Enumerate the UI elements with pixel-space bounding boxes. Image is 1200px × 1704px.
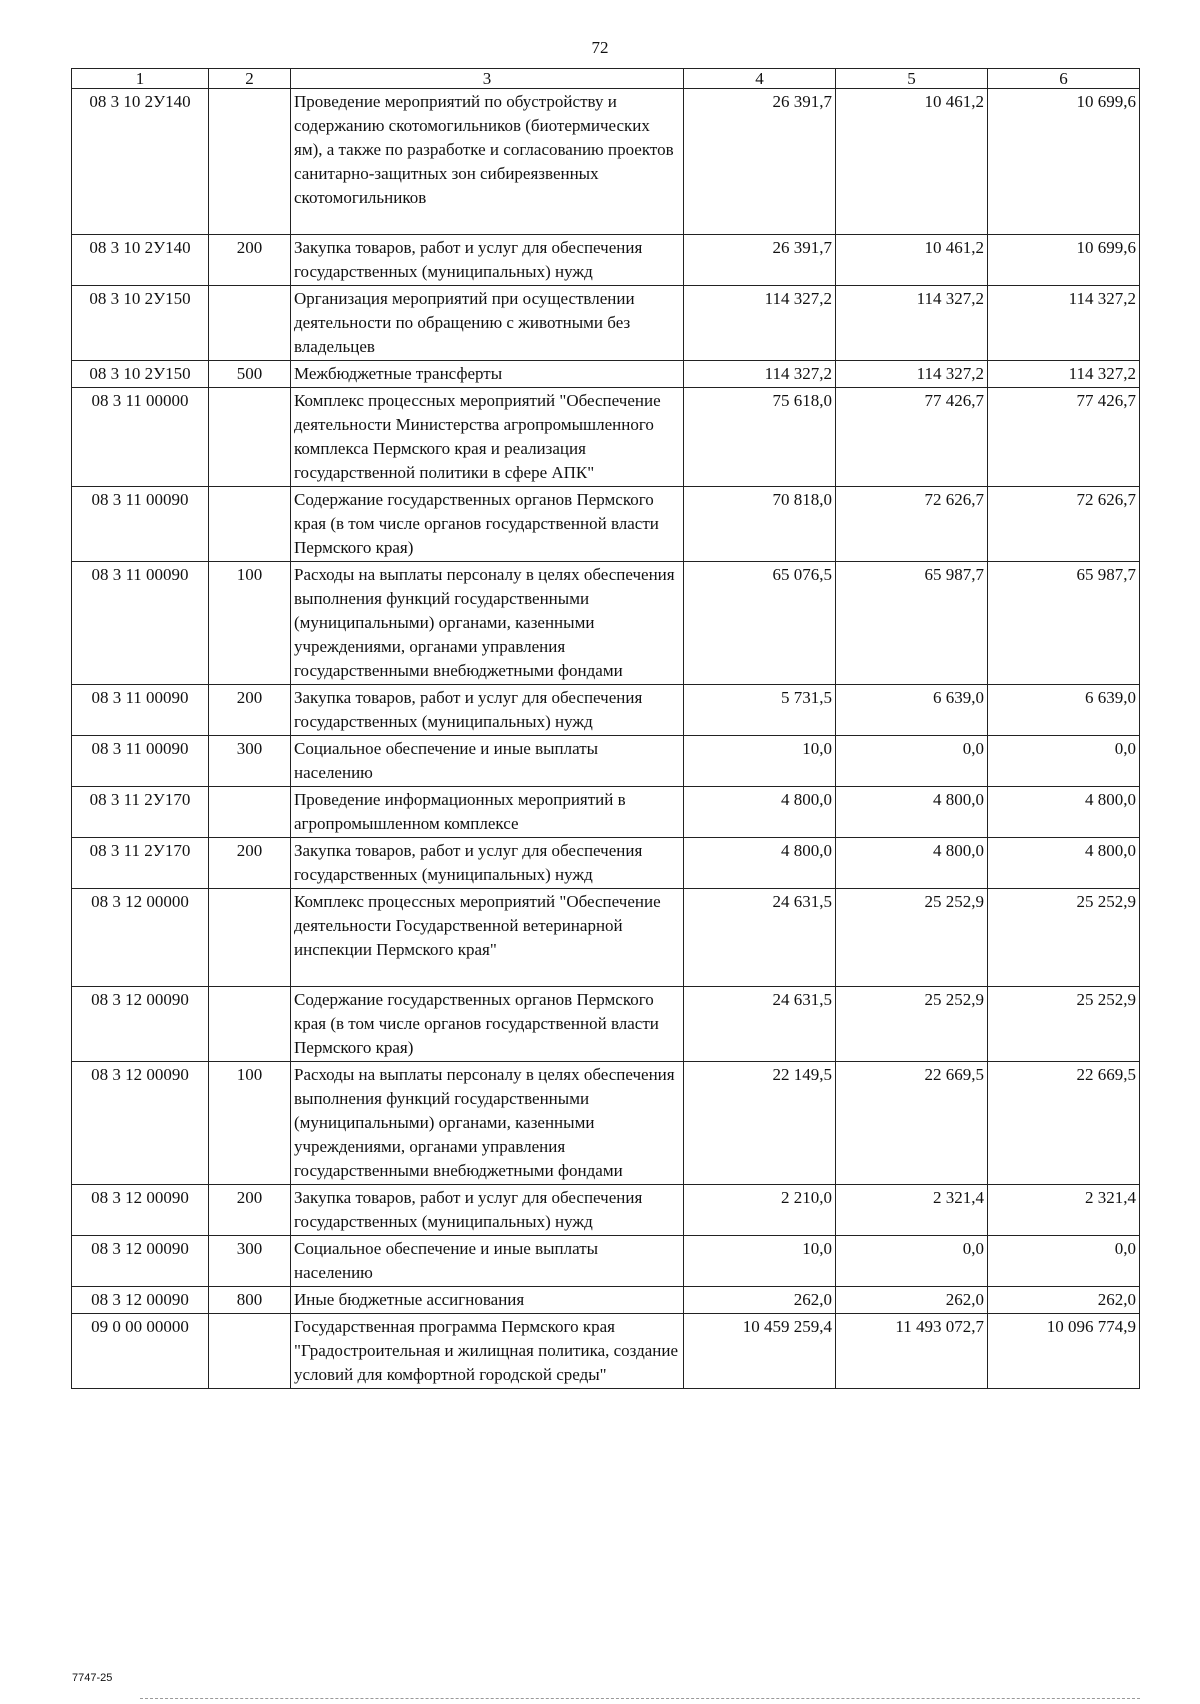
table-row (72, 562, 1140, 685)
row-value-col5: 262,0 (836, 1287, 988, 1314)
page-number: 72 (591, 38, 609, 57)
table-row (72, 235, 1140, 286)
table-row (72, 1236, 1140, 1287)
row-name-cell: Проведение информационных мероприятий в агропромышленном комплексе (291, 787, 684, 838)
row-code-cell: 08 3 10 2У140 (72, 235, 209, 286)
row-type-cell (209, 89, 291, 235)
row-value-col5: 4 800,0 (836, 787, 988, 838)
row-value-col6: 77 426,7 (988, 388, 1140, 487)
row-type-cell: 300 (209, 736, 291, 787)
row-type-cell: 100 (209, 562, 291, 685)
row-value-col6: 10 096 774,9 (988, 1314, 1140, 1389)
row-type-cell (209, 286, 291, 361)
row-code-cell: 08 3 11 00090 (72, 487, 209, 562)
row-value-col4: 70 818,0 (684, 487, 836, 562)
row-code-cell: 08 3 11 00000 (72, 388, 209, 487)
row-value-col5: 4 800,0 (836, 838, 988, 889)
row-name-cell: Межбюджетные трансферты (291, 361, 684, 388)
row-value-col6: 25 252,9 (988, 987, 1140, 1062)
row-name-cell: Расходы на выплаты персоналу в целях обеспечения выполнения функций государственными (муниципальными) органами, казенными учреждениями, органами управления государственными внебюджетными фондами (291, 562, 684, 685)
row-value-col4: 262,0 (684, 1287, 836, 1314)
row-type-cell: 800 (209, 1287, 291, 1314)
row-value-col6: 114 327,2 (988, 286, 1140, 361)
row-value-col5: 77 426,7 (836, 388, 988, 487)
row-value-col5: 0,0 (836, 736, 988, 787)
row-value-col6: 0,0 (988, 736, 1140, 787)
row-value-col5: 22 669,5 (836, 1062, 988, 1185)
row-type-cell: 200 (209, 838, 291, 889)
row-type-cell (209, 787, 291, 838)
table-row (72, 89, 1140, 235)
row-value-col4: 10 459 259,4 (684, 1314, 836, 1389)
row-value-col6: 6 639,0 (988, 685, 1140, 736)
document-id: 7747-25 (72, 1672, 113, 1684)
table-row (72, 487, 1140, 562)
row-value-col5: 0,0 (836, 1236, 988, 1287)
row-code-cell: 09 0 00 00000 (72, 1314, 209, 1389)
row-name-cell: Социальное обеспечение и иные выплаты населению (291, 1236, 684, 1287)
row-value-col4: 22 149,5 (684, 1062, 836, 1185)
row-value-col4: 24 631,5 (684, 889, 836, 987)
row-code-cell: 08 3 12 00000 (72, 889, 209, 987)
table-row (72, 1062, 1140, 1185)
row-type-cell: 200 (209, 1185, 291, 1236)
row-value-col5: 25 252,9 (836, 987, 988, 1062)
header-col-1: 1 (72, 69, 209, 89)
table-row (72, 736, 1140, 787)
row-code-cell: 08 3 12 00090 (72, 1062, 209, 1185)
header-col-6: 6 (988, 69, 1140, 89)
row-code-cell: 08 3 12 00090 (72, 1236, 209, 1287)
row-name-cell: Закупка товаров, работ и услуг для обеспечения государственных (муниципальных) нужд (291, 685, 684, 736)
row-code-cell: 08 3 10 2У150 (72, 361, 209, 388)
row-value-col4: 26 391,7 (684, 89, 836, 235)
row-value-col6: 25 252,9 (988, 889, 1140, 987)
row-name-cell: Расходы на выплаты персоналу в целях обеспечения выполнения функций государственными (муниципальными) органами, казенными учреждениями, органами управления государственными внебюджетными фондами (291, 1062, 684, 1185)
row-name-cell: Организация мероприятий при осуществлении деятельности по обращению с животными без владельцев (291, 286, 684, 361)
row-value-col5: 2 321,4 (836, 1185, 988, 1236)
row-value-col4: 26 391,7 (684, 235, 836, 286)
header-col-3: 3 (291, 69, 684, 89)
row-code-cell: 08 3 10 2У150 (72, 286, 209, 361)
row-value-col4: 5 731,5 (684, 685, 836, 736)
row-name-cell: Государственная программа Пермского края "Градостроительная и жилищная политика, создание условий для комфортной городской среды" (291, 1314, 684, 1389)
header-col-5: 5 (836, 69, 988, 89)
row-value-col6: 10 699,6 (988, 89, 1140, 235)
row-name-cell: Закупка товаров, работ и услуг для обеспечения государственных (муниципальных) нужд (291, 1185, 684, 1236)
row-value-col6: 0,0 (988, 1236, 1140, 1287)
row-type-cell: 200 (209, 685, 291, 736)
row-code-cell: 08 3 12 00090 (72, 1185, 209, 1236)
row-value-col5: 72 626,7 (836, 487, 988, 562)
row-code-cell: 08 3 11 2У170 (72, 838, 209, 889)
row-code-cell: 08 3 11 00090 (72, 736, 209, 787)
row-value-col4: 24 631,5 (684, 987, 836, 1062)
row-value-col6: 10 699,6 (988, 235, 1140, 286)
row-value-col5: 10 461,2 (836, 89, 988, 235)
row-value-col5: 114 327,2 (836, 361, 988, 388)
table-row (72, 286, 1140, 361)
table-row (72, 361, 1140, 388)
row-type-cell: 100 (209, 1062, 291, 1185)
row-code-cell: 08 3 12 00090 (72, 1287, 209, 1314)
row-value-col5: 11 493 072,7 (836, 1314, 988, 1389)
row-type-cell (209, 1314, 291, 1389)
header-col-2: 2 (209, 69, 291, 89)
table-row (72, 1287, 1140, 1314)
table-row (72, 838, 1140, 889)
row-name-cell: Комплекс процессных мероприятий "Обеспечение деятельности Министерства агропромышленного комплекса Пермского края и реализация государственной политики в сфере АПК" (291, 388, 684, 487)
row-value-col6: 22 669,5 (988, 1062, 1140, 1185)
row-value-col4: 2 210,0 (684, 1185, 836, 1236)
row-value-col5: 114 327,2 (836, 286, 988, 361)
row-type-cell (209, 987, 291, 1062)
row-name-cell: Содержание государственных органов Пермского края (в том числе органов государственной власти Пермского края) (291, 987, 684, 1062)
row-name-cell: Комплекс процессных мероприятий "Обеспечение деятельности Государственной ветеринарной инспекции Пермского края" (291, 889, 684, 987)
row-name-cell: Содержание государственных органов Пермского края (в том числе органов государственной власти Пермского края) (291, 487, 684, 562)
row-value-col4: 65 076,5 (684, 562, 836, 685)
row-code-cell: 08 3 10 2У140 (72, 89, 209, 235)
row-type-cell: 500 (209, 361, 291, 388)
row-type-cell: 300 (209, 1236, 291, 1287)
table-row (72, 889, 1140, 987)
bottom-rule (140, 1698, 1140, 1699)
row-value-col4: 10,0 (684, 736, 836, 787)
budget-table (71, 68, 1140, 1389)
row-value-col6: 2 321,4 (988, 1185, 1140, 1236)
row-value-col5: 65 987,7 (836, 562, 988, 685)
row-value-col4: 114 327,2 (684, 286, 836, 361)
row-name-cell: Закупка товаров, работ и услуг для обеспечения государственных (муниципальных) нужд (291, 235, 684, 286)
row-value-col6: 4 800,0 (988, 838, 1140, 889)
row-value-col6: 262,0 (988, 1287, 1140, 1314)
row-code-cell: 08 3 12 00090 (72, 987, 209, 1062)
row-name-cell: Закупка товаров, работ и услуг для обеспечения государственных (муниципальных) нужд (291, 838, 684, 889)
header-col-4: 4 (684, 69, 836, 89)
table-row (72, 388, 1140, 487)
row-type-cell (209, 889, 291, 987)
row-value-col4: 10,0 (684, 1236, 836, 1287)
row-name-cell: Иные бюджетные ассигнования (291, 1287, 684, 1314)
row-name-cell: Социальное обеспечение и иные выплаты населению (291, 736, 684, 787)
table-row (72, 685, 1140, 736)
row-code-cell: 08 3 11 00090 (72, 562, 209, 685)
row-value-col6: 65 987,7 (988, 562, 1140, 685)
row-value-col6: 114 327,2 (988, 361, 1140, 388)
row-value-col4: 114 327,2 (684, 361, 836, 388)
row-type-cell (209, 388, 291, 487)
row-value-col5: 6 639,0 (836, 685, 988, 736)
table-row (72, 1185, 1140, 1236)
row-code-cell: 08 3 11 00090 (72, 685, 209, 736)
row-value-col6: 4 800,0 (988, 787, 1140, 838)
row-value-col5: 10 461,2 (836, 235, 988, 286)
row-code-cell: 08 3 11 2У170 (72, 787, 209, 838)
table-body (72, 89, 1140, 1389)
row-type-cell: 200 (209, 235, 291, 286)
row-value-col4: 75 618,0 (684, 388, 836, 487)
table-row (72, 1314, 1140, 1389)
row-value-col4: 4 800,0 (684, 787, 836, 838)
row-value-col5: 25 252,9 (836, 889, 988, 987)
table-row (72, 787, 1140, 838)
header-row (72, 69, 1140, 89)
table-row (72, 987, 1140, 1062)
row-value-col6: 72 626,7 (988, 487, 1140, 562)
row-name-cell: Проведение мероприятий по обустройству и содержанию скотомогильников (биотермических ям), а также по разработке и согласованию проектов санитарно-защитных зон сибиреязвенных скотомогильников (291, 89, 684, 235)
row-value-col4: 4 800,0 (684, 838, 836, 889)
row-type-cell (209, 487, 291, 562)
